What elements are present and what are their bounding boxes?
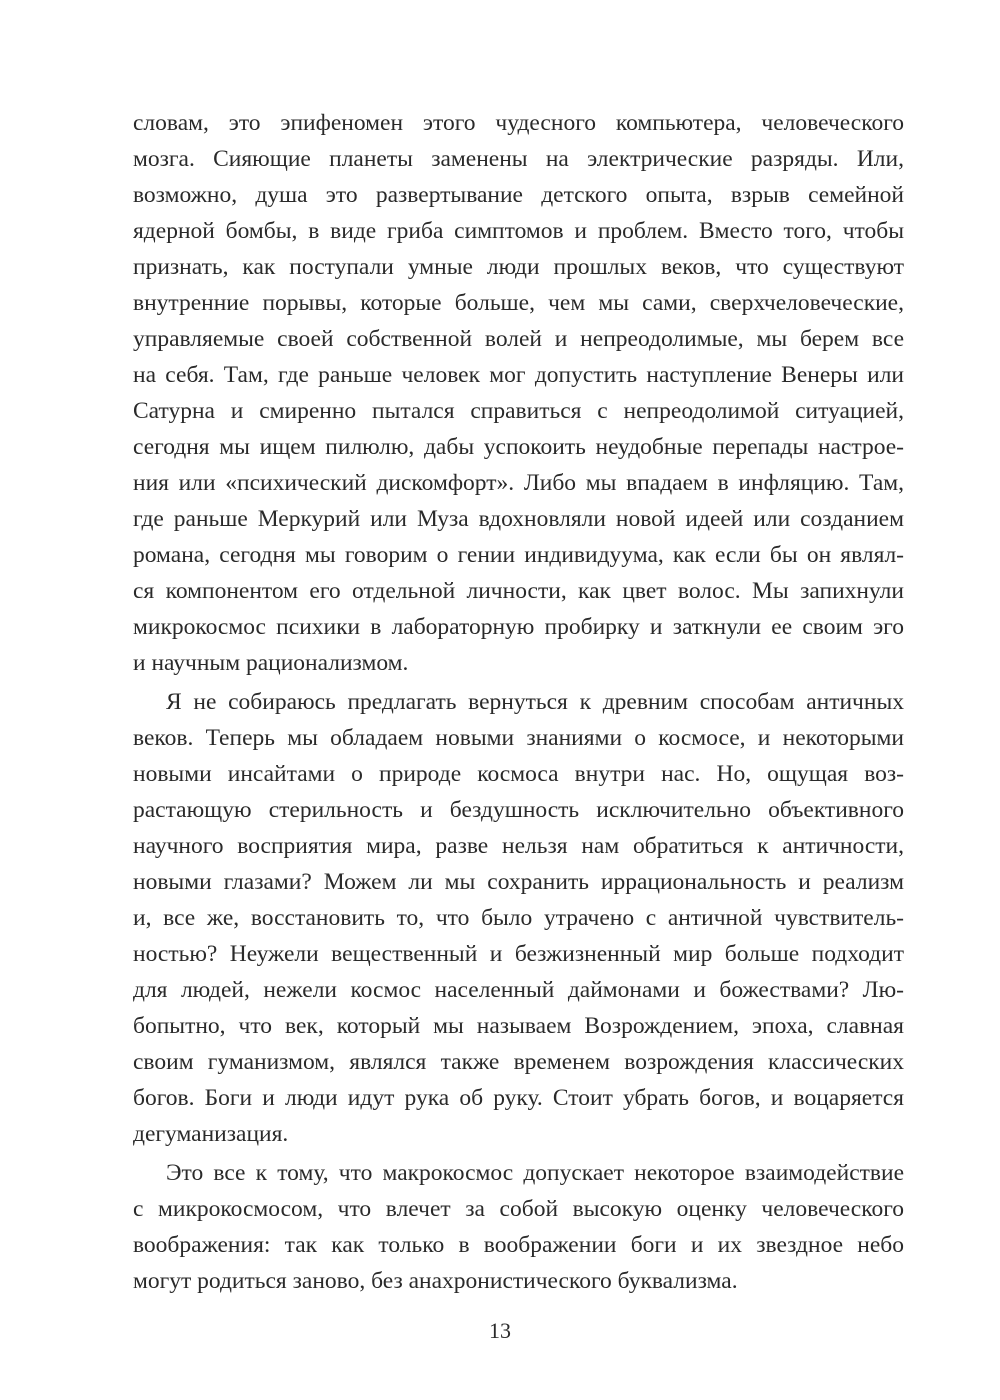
text-line: возможно, душа это развертывание детского опыта, взрыв семейной — [133, 182, 904, 208]
text-line: микрокосмос психики в лабораторную пробирку и заткнули ее своим эго — [133, 614, 904, 640]
text-line: дегуманизация. — [133, 1121, 289, 1147]
text-line: для людей, нежели космос населенный даймонами и божествами? Лю- — [133, 977, 904, 1003]
text-line: своим гуманизмом, являлся также временем возрождения классических — [133, 1049, 904, 1075]
text-line: бопытно, что век, который мы называем Возрождением, эпоха, славная — [133, 1013, 904, 1039]
text-line: веков. Теперь мы обладаем новыми знаниями о космосе, и некоторыми — [133, 725, 904, 751]
paragraph — [133, 1155, 904, 1299]
text-line: сегодня мы ищем пилюлю, дабы успокоить неудобные перепады настрое- — [133, 434, 904, 460]
text-line: могут родиться заново, без анахронистического буквализма. — [133, 1268, 738, 1294]
text-line: словам, это эпифеномен этого чудесного компьютера, человеческого — [133, 110, 904, 136]
text-line: с микрокосмосом, что влечет за собой высокую оценку человеческого — [133, 1196, 904, 1222]
text-line: научного восприятия мира, разве нельзя нам обратиться к античности, — [133, 833, 904, 859]
text-line: где раньше Меркурий или Муза вдохновляли новой идеей или созданием — [133, 506, 904, 532]
page-number: 13 — [489, 1318, 511, 1343]
text-line: ся компонентом его отдельной личности, как цвет волос. Мы запихнули — [133, 578, 904, 604]
text-line: романа, сегодня мы говорим о гении индивидуума, как если бы он являл- — [133, 542, 904, 568]
body-text — [133, 105, 904, 1302]
text-line: богов. Боги и люди идут рука об руку. Стоит убрать богов, и воцаряется — [133, 1085, 904, 1111]
text-line: ядерной бомбы, в виде гриба симптомов и проблем. Вместо того, чтобы — [133, 218, 904, 244]
text-line: признать, как поступали умные люди прошлых веков, что существуют — [133, 254, 904, 280]
text-line: ностью? Неужели вещественный и безжизненный мир больше подходит — [133, 941, 904, 967]
text-line: мозга. Сияющие планеты заменены на электрические разряды. Или, — [133, 146, 904, 172]
text-line: и научным рационализмом. — [133, 650, 409, 676]
paragraph — [133, 684, 904, 1152]
text-line: внутренние порывы, которые больше, чем мы сами, сверхчеловеческие, — [133, 290, 904, 316]
text-line: и, все же, восстановить то, что было утрачено с античной чувствитель- — [133, 905, 904, 931]
text-line: управляемые своей собственной волей и непреодолимые, мы берем все — [133, 326, 904, 352]
text-line: на себя. Там, где раньше человек мог допустить наступление Венеры или — [133, 362, 904, 388]
text-line: Сатурна и смиренно пытался справиться с непреодолимой ситуацией, — [133, 398, 904, 424]
text-line: новыми инсайтами о природе космоса внутри нас. Но, ощущая воз- — [133, 761, 904, 787]
text-line: растающую стерильность и бездушность исключительно объективного — [133, 797, 904, 823]
text-line: новыми глазами? Можем ли мы сохранить иррациональность и реализм — [133, 869, 904, 895]
text-line: Я не собираюсь предлагать вернуться к древним способам античных — [166, 689, 904, 715]
text-line: ния или «психический дискомфорт». Либо мы впадаем в инфляцию. Там, — [133, 470, 904, 496]
text-line: Это все к тому, что макрокосмос допускает некоторое взаимодействие — [166, 1160, 904, 1186]
text-line: воображения: так как только в воображении боги и их звездное небо — [133, 1232, 904, 1258]
paragraph — [133, 105, 904, 681]
